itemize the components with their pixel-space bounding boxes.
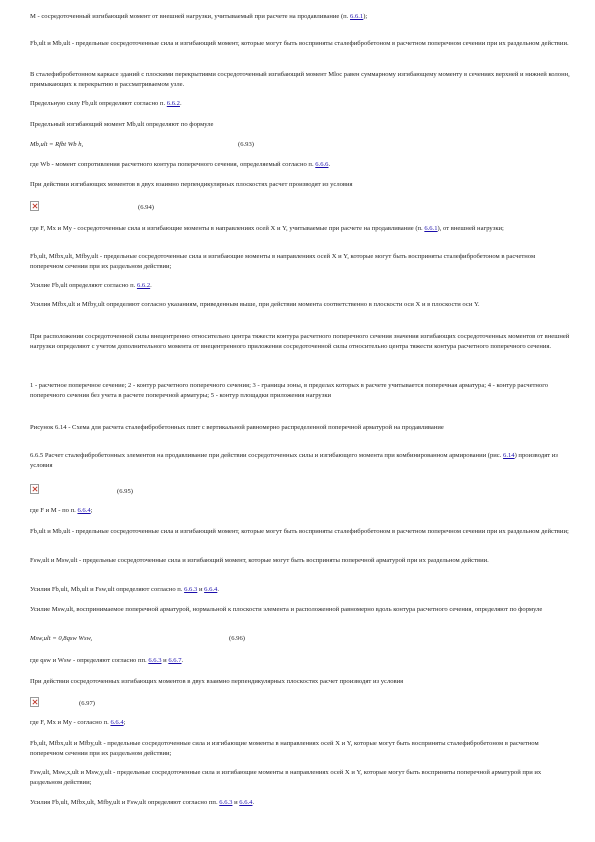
para-forces-ref-2	[30, 798, 570, 808]
para-fbult-mfbx-mfby: Fb,ult, Mfbx,ult, Mfby,ult - предельные сосредоточенные сила и изгибающие моменты в направлениях осей X и Y, которые могут быть восприняты сталефибробетоном в расчетном поперечном сечении при их раздельном действии;	[30, 253, 536, 270]
text: где Wb - момент сопротивления расчетного контура поперечного сечения, определяемый согласно п.	[30, 161, 314, 168]
text: где F, Mx и My - сосредоточенные сила и изгибающие моменты в направлениях осей X и Y, учитываемые при расчете на продавливание (п.	[30, 225, 423, 232]
text: ;	[123, 719, 126, 726]
link-6-6-6[interactable]: 6.6.6	[315, 161, 329, 168]
link-6-6-3[interactable]: 6.6.3	[148, 657, 162, 664]
para-forces-ref	[30, 585, 570, 595]
para-mfbx-mfby-ref: Усилия Mfbx,ult и Mfby,ult определяют согласно указаниям, приведенным выше, при действии момента соответственно в плоскости оси X и в плоскости оси Y.	[30, 301, 480, 308]
text: .	[328, 161, 331, 168]
text: .	[179, 100, 182, 107]
equation-number-6-94: (6.94)	[138, 204, 154, 211]
figure-caption: Рисунок 6.14 - Схема для расчета сталефибробетонных плит с вертикальной равномерно распределенной поперечной арматурой на продавливание	[30, 424, 444, 431]
equation-number-6-95: (6.95)	[117, 488, 133, 495]
equation-number-6-96: (6.96)	[229, 635, 245, 642]
text: );	[363, 13, 368, 20]
text: 6.6.5 Расчет сталефибробетонных элементов на продавливание при действии сосредоточенных силы и изгибающего момента при комбинированном армировании (рис.	[30, 452, 502, 459]
link-6-6-2[interactable]: 6.6.2	[166, 100, 180, 107]
equation-6-96: Msw,ult = 0,8qsw Wsw,	[30, 635, 93, 642]
text: и	[232, 799, 240, 806]
para-6-6-5	[30, 451, 570, 470]
broken-image-icon	[30, 484, 39, 494]
link-figure-6-14[interactable]: 6.14	[503, 452, 515, 459]
para-m-definition	[30, 12, 570, 22]
para-qsw-wsw	[30, 656, 570, 666]
para-two-planes-2: При действии сосредоточенных изгибающих моментов в двух взаимно перпендикулярных плоскостях расчет производят из условия	[30, 678, 404, 685]
text: Усилие Fb,ult определяют согласно п.	[30, 282, 136, 289]
link-6-6-7[interactable]: 6.6.7	[168, 657, 182, 664]
para-f-m-ref	[30, 506, 570, 516]
para-fswult-mswx-mswy: Fsw,ult, Msw,x,ult и Msw,y,ult - предельные сосредоточенные сила и изгибающие моменты в направлениях осей X и Y, которые могут быть восприняты поперечной арматурой при их раздельном действии;	[30, 769, 542, 786]
text: и	[197, 586, 205, 593]
para-f-mx-my	[30, 224, 570, 234]
link-6-6-3[interactable]: 6.6.3	[184, 586, 198, 593]
text: .	[150, 282, 152, 289]
para-fbult-mfbx-mfby-2: Fb,ult, Mfbx,ult и Mfby,ult - предельные сосредоточенные сила и изгибающие моменты в направлениях осей X и Y, которые могут быть восприняты сталефибробетоном в расчетном поперечном сечении при их раздельном действии;	[30, 740, 539, 757]
text: .	[217, 586, 219, 593]
para-f-mx-my-ref	[30, 718, 570, 728]
para-fswult-mswult: Fsw,ult и Msw,ult - предельные сосредоточенные сила и изгибающий момент, которые могут быть восприняты поперечной арматурой при их раздельном действии.	[30, 557, 489, 564]
link-6-6-3[interactable]: 6.6.3	[219, 799, 233, 806]
para-mswult: Усилие Msw,ult, воспринимаемое поперечной арматурой, нормальной к плоскости элемента и расположенной равномерно вдоль контура расчетного сечения, определяют по формуле	[30, 606, 543, 613]
equation-6-93: Mb,ult = Rfbt Wb h,	[30, 141, 84, 148]
para-eccentric-force: При расположении сосредоточенной силы внецентренно относительно центра тяжести контура расчетного поперечного сечения значения изгибающих сосредоточенных моментов от внешней нагрузки определяют с учетом дополнительного момента от внецентренного приложения сосредоточенной силы относительно центра тяжести контура расчетного поперечного сечения.	[30, 333, 570, 350]
equation-number-6-97: (6.97)	[79, 700, 95, 707]
text: ), от внешней нагрузки;	[437, 225, 504, 232]
link-6-6-1[interactable]: 6.6.1	[424, 225, 438, 232]
text: .	[181, 657, 184, 664]
text: и	[161, 657, 169, 664]
broken-image-icon	[30, 201, 39, 211]
link-6-6-1[interactable]: 6.6.1	[350, 13, 364, 20]
text: где F и M - по п.	[30, 507, 76, 514]
link-6-6-4[interactable]: 6.6.4	[239, 799, 253, 806]
link-6-6-4[interactable]: 6.6.4	[110, 719, 124, 726]
para-mbult-formula-intro: Предельный изгибающий момент Mb,ult определяют по формуле	[30, 121, 214, 128]
para-fbult-ref	[30, 99, 570, 109]
para-wb	[30, 160, 570, 170]
text: ) производят из условия	[30, 452, 558, 469]
text: Усилия Fb,ult, Mb,ult и Fsw,ult определяют согласно п.	[30, 586, 183, 593]
text: где F, Mx и My - согласно п.	[30, 719, 109, 726]
link-6-6-2[interactable]: 6.6.2	[136, 282, 151, 289]
para-mloc: В сталефибробетонном каркасе зданий с плоскими перекрытиями сосредоточенный изгибающий момент Mloc равен суммарному изгибающему моменту в сечениях верхней и нижней колонн, примыкающих к перекрытию в рассматриваемом узле.	[30, 71, 570, 88]
para-fbult-mbult-2: Fb,ult и Mb,ult - предельные сосредоточенные сила и изгибающий момент, которые могут быть восприняты сталефибробетоном в расчетном поперечном сечении при их раздельном действии;	[30, 528, 569, 535]
link-6-6-4[interactable]: 6.6.4	[204, 586, 218, 593]
para-two-planes: При действии изгибающих моментов в двух взаимно перпендикулярных плоскостях расчет производят из условия	[30, 181, 353, 188]
text: M - сосредоточенный изгибающий момент от внешней нагрузки, учитываемый при расчете на продавливание (п.	[30, 13, 349, 20]
text: Предельную силу Fb,ult определяют согласно п.	[30, 100, 166, 107]
text: Усилия Fb,ult, Mfbx,ult, Mfby,ult и Fsw,ult определяют согласно пп.	[30, 799, 218, 806]
figure-legend: 1 - расчетное поперечное сечение; 2 - контур расчетного поперечного сечения; 3 - границы зоны, в пределах которых в расчете учитывается поперечная арматура; 4 - контур расчетного поперечного сечения без учета в расчете поперечной арматуры; 5 - контур площадки приложения нагрузки	[30, 382, 549, 399]
text: .	[252, 799, 255, 806]
text: где qsw и Wsw - определяют согласно пп.	[30, 657, 147, 664]
link-6-6-4[interactable]: 6.6.4	[77, 507, 91, 514]
broken-image-icon	[30, 697, 39, 707]
equation-number-6-93: (6.93)	[238, 141, 254, 148]
text: ;	[90, 507, 93, 514]
para-fbult-mbult: Fb,ult и Mb,ult - предельные сосредоточенные сила и изгибающий момент, которые могут быть восприняты сталефибробетоном в расчетном поперечном сечении при их раздельном действии.	[30, 40, 569, 47]
para-fbult-ref-2	[30, 281, 570, 291]
